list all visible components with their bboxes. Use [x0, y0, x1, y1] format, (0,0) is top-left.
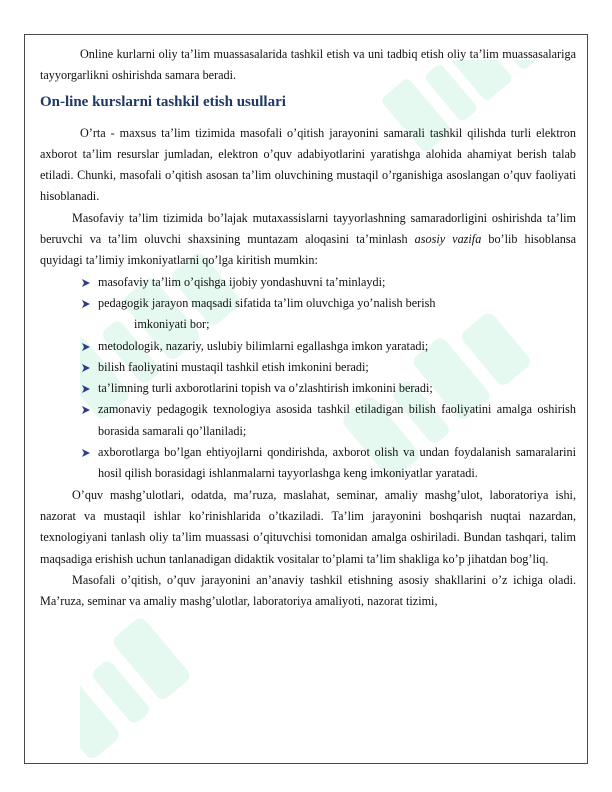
list-item-text: bilish faoliyatini mustaqil tashkil etish imkonini beradi; [98, 359, 369, 374]
paragraph-2-tail: bo’lib hisoblansa quyidagi ta’limiy imkoniyatlarni qo’lga kiritish mumkin: [40, 232, 576, 268]
arrow-bullet-icon [80, 404, 92, 416]
arrow-bullet-icon [80, 383, 92, 395]
list-item-text: masofaviy ta’lim o’qishga ijobiy yondashuvni ta’minlaydi; [98, 274, 386, 289]
list-item [80, 399, 576, 442]
paragraph-2-text: Masofaviy ta’lim tizimida bo’lajak mutaxassislarni tayyorlashning samaradorligini oshirishda ta’lim beruvchi va ta’lim oluvchi shaxsining muntazam aloqasini ta’minlash [40, 210, 576, 247]
intro-paragraph: Online kurlarni oliy ta’lim muassasalarida tashkil etish va uni tadbiq etish oliy ta’lim muassasalariga tayyorgarlikni oshirishda samara beradi. [40, 47, 576, 83]
paragraph-2-italic: asosiy vazifa [414, 232, 482, 247]
section-heading: On-line kurslarni tashkil etish usullari [40, 93, 286, 110]
paragraph-1: O’rta - maxsus ta’lim tizimida masofali o’qitish jarayonini samarali tashkil qilishda turli elektron axborot ta’lim resurslar jumladan, elektron o’quv adabiyotlarini yaratishga alohida ahamiyat berish talab etiladi. Chunki, masofali o’qitish asosan ta’lim oluvchining mustaqil o’rganishiga asoslangan o’quv faoliyati hisoblanadi. [40, 125, 576, 204]
list-item-text: zamonaviy pedagogik texnologiya asosida tashkil etiladigan bilish faoliyatini amalga oshirish borasida samarali qo’llaniladi; [98, 402, 576, 438]
bullet-list [40, 272, 576, 485]
list-item-continuation: imkoniyati bor; [134, 317, 210, 332]
arrow-bullet-icon [80, 341, 92, 353]
arrow-bullet-icon [80, 447, 92, 459]
document-body [40, 44, 576, 612]
list-item-text: metodologik, nazariy, uslubiy bilimlarni egallashga imkon yaratadi; [98, 338, 429, 353]
arrow-bullet-icon [80, 277, 92, 289]
list-item [80, 357, 576, 378]
list-item-text: axborotlarga bo’lgan ehtiyojlarni qondirishda, axborot olish va undan foydalanish samaralarini hosil qilish borasidagi ishlanmalarni tayyorlashga keng imkoniyatlar yaratadi. [98, 445, 576, 481]
list-item [80, 336, 576, 357]
paragraph-4: Masofali o’qitish, o’quv jarayonini an’anaviy tashkil etishning asosiy shakllarini o’z ichiga oladi. Ma’ruza, seminar va amaliy mashg’ulotlar, laboratoriya amaliyoti, nazorat tizimi, [40, 572, 576, 609]
list-item [80, 272, 576, 293]
arrow-bullet-icon [80, 362, 92, 374]
list-item [80, 293, 576, 336]
list-item-text: ta’limning turli axborotlarini topish va o’zlashtirish imkonini beradi; [98, 381, 433, 396]
paragraph-2 [40, 208, 576, 272]
paragraph-3: O’quv mashg’ulotlari, odatda, ma’ruza, maslahat, seminar, amaliy mashg’ulot, laboratoriya ishi, nazorat va mustaqil ishlar ko’rinishlarida o’tkaziladi. Ta’lim jarayonini boshqarish nuqtai nazardan, texnologiyani tanlash oliy ta’lim muassasi o’qituvchisi tomonidan amalga oshiriladi. Bundan tashqari, talim maqsadiga erishish uchun tanlanadigan didaktik vositalar to’plami ta’lim shakliga ko’p jihatdan bog’liq. [40, 487, 576, 566]
arrow-bullet-icon [80, 298, 92, 310]
list-item-text: pedagogik jarayon maqsadi sifatida ta’lim oluvchiga yo’nalish berish [98, 295, 436, 310]
list-item [80, 442, 576, 485]
list-item [80, 378, 576, 399]
